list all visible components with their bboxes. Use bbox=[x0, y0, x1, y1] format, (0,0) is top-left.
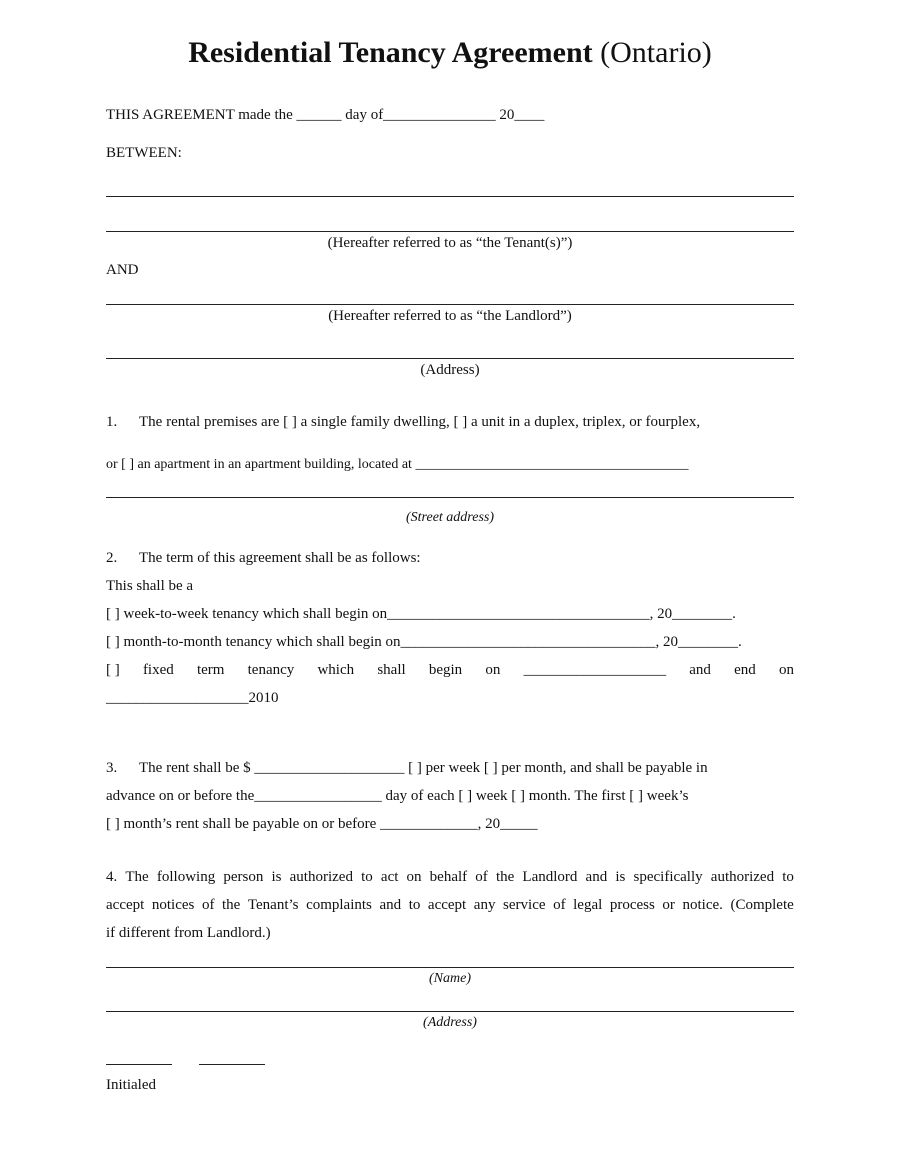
initialed-label: Initialed bbox=[106, 1077, 156, 1093]
section-2-heading-text: The term of this agreement shall be as follows: bbox=[139, 550, 421, 566]
tenant-line-2 bbox=[106, 231, 794, 232]
section-4-word: authorized bbox=[289, 869, 353, 885]
section-4-word: legal bbox=[573, 897, 603, 913]
fixed-word: and bbox=[689, 662, 711, 678]
week-to-week-option: [ ] week-to-week tenancy which shall begin on___________________________________, 20________. bbox=[106, 606, 736, 622]
section-4-word: of bbox=[553, 897, 566, 913]
section-4-word: behalf bbox=[429, 869, 468, 885]
section-4-word: complaints bbox=[306, 897, 372, 913]
section-4-word: process bbox=[609, 897, 655, 913]
street-address-caption: (Street address) bbox=[406, 510, 494, 525]
section-4-word: on bbox=[406, 869, 422, 885]
section-4-word: notices bbox=[151, 897, 195, 913]
section-3-number: 3. bbox=[106, 760, 118, 776]
agent-name-caption: (Name) bbox=[429, 971, 471, 986]
landlord-line bbox=[106, 304, 794, 305]
section-4-word: following bbox=[156, 869, 216, 885]
title-main: Residential Tenancy Agreement bbox=[188, 36, 593, 69]
section-1-number: 1. bbox=[106, 414, 118, 430]
section-3-line-3: [ ] month’s rent shall be payable on or before _____________, 20_____ bbox=[106, 816, 538, 832]
section-1-line-1 bbox=[106, 414, 700, 431]
and-label: AND bbox=[106, 262, 139, 278]
section-4-word: the bbox=[495, 869, 515, 885]
fixed-word: begin bbox=[428, 662, 463, 678]
section-4-line-1 bbox=[106, 869, 794, 886]
section-3-line-2: advance on or before the_________________ day of each [ ] week [ ] month. The first [ ] week’s bbox=[106, 788, 689, 804]
section-4-word: to bbox=[408, 897, 421, 913]
section-4-word: and bbox=[585, 869, 608, 885]
section-4-word: of bbox=[475, 869, 488, 885]
fixed-word: fixed bbox=[142, 662, 174, 678]
landlord-address-line bbox=[106, 358, 794, 359]
section-4-word: 4. bbox=[106, 869, 118, 885]
section-4-word: person bbox=[223, 869, 264, 885]
section-4-word: accept bbox=[427, 897, 467, 913]
fixed-word: which bbox=[317, 662, 355, 678]
landlord-address-caption: (Address) bbox=[420, 362, 480, 378]
fixed-term-end: ___________________2010 bbox=[106, 690, 279, 706]
section-4-word: is bbox=[615, 869, 626, 885]
page-title bbox=[0, 34, 900, 72]
agreement-made-line: THIS AGREEMENT made the ______ day of_______________ 20____ bbox=[106, 107, 545, 123]
street-address-line bbox=[106, 497, 794, 498]
agent-address-line bbox=[106, 1011, 794, 1012]
section-4-word: or bbox=[662, 897, 675, 913]
this-shall-be: This shall be a bbox=[106, 578, 194, 594]
section-4-word: any bbox=[473, 897, 496, 913]
month-to-month-option: [ ] month-to-month tenancy which shall begin on__________________________________, 20________. bbox=[106, 634, 742, 650]
section-3-line-1 bbox=[106, 760, 708, 777]
tenant-caption: (Hereafter referred to as “the Tenant(s)”) bbox=[327, 235, 573, 251]
agent-address-caption: (Address) bbox=[423, 1015, 477, 1030]
section-4-word: The bbox=[125, 869, 149, 885]
section-4-word: notice. bbox=[682, 897, 723, 913]
section-4-word: of bbox=[201, 897, 215, 913]
section-4-word: to bbox=[782, 869, 794, 885]
section-4-word: accept bbox=[106, 897, 145, 913]
initial-line-1 bbox=[106, 1064, 172, 1065]
tenant-line-1 bbox=[106, 196, 794, 197]
fixed-word: ___________________ bbox=[523, 662, 667, 678]
section-4-word: Landlord bbox=[522, 869, 578, 885]
fixed-word: end bbox=[734, 662, 756, 678]
section-4-word: is bbox=[271, 869, 282, 885]
section-2-heading bbox=[106, 550, 421, 567]
section-2-number: 2. bbox=[106, 550, 118, 566]
section-4-word: and bbox=[379, 897, 402, 913]
section-4-word: act bbox=[380, 869, 399, 885]
title-suffix: (Ontario) bbox=[600, 36, 712, 69]
between-label: BETWEEN: bbox=[106, 145, 182, 161]
section-4-word: authorized bbox=[710, 869, 775, 885]
fixed-word: term bbox=[196, 662, 225, 678]
section-4-word: (Complete bbox=[730, 897, 794, 913]
fixed-term-option bbox=[106, 662, 794, 679]
fixed-word: [ ] bbox=[106, 662, 120, 678]
section-4-word: service bbox=[503, 897, 546, 913]
fixed-word: on bbox=[485, 662, 501, 678]
section-1-line-2: or [ ] an apartment in an apartment building, located at _______________________________________ bbox=[106, 457, 689, 472]
section-4-word: specifically bbox=[633, 869, 703, 885]
initial-line-2 bbox=[199, 1064, 265, 1065]
section-4-line-3: if different from Landlord.) bbox=[106, 925, 271, 941]
landlord-caption: (Hereafter referred to as “the Landlord”) bbox=[328, 308, 572, 324]
fixed-word: tenancy bbox=[247, 662, 295, 678]
section-3-text-1: The rent shall be $ ____________________ [ ] per week [ ] per month, and shall be payable in bbox=[139, 760, 708, 776]
section-4-line-2 bbox=[106, 897, 794, 914]
section-1-text-1: The rental premises are [ ] a single family dwelling, [ ] a unit in a duplex, triplex, or fourplex, bbox=[139, 414, 701, 430]
section-4-word: the bbox=[222, 897, 241, 913]
fixed-word: on bbox=[778, 662, 794, 678]
fixed-word: shall bbox=[377, 662, 406, 678]
section-4-word: to bbox=[361, 869, 373, 885]
section-4-word: Tenant’s bbox=[247, 897, 299, 913]
agent-name-line bbox=[106, 967, 794, 968]
